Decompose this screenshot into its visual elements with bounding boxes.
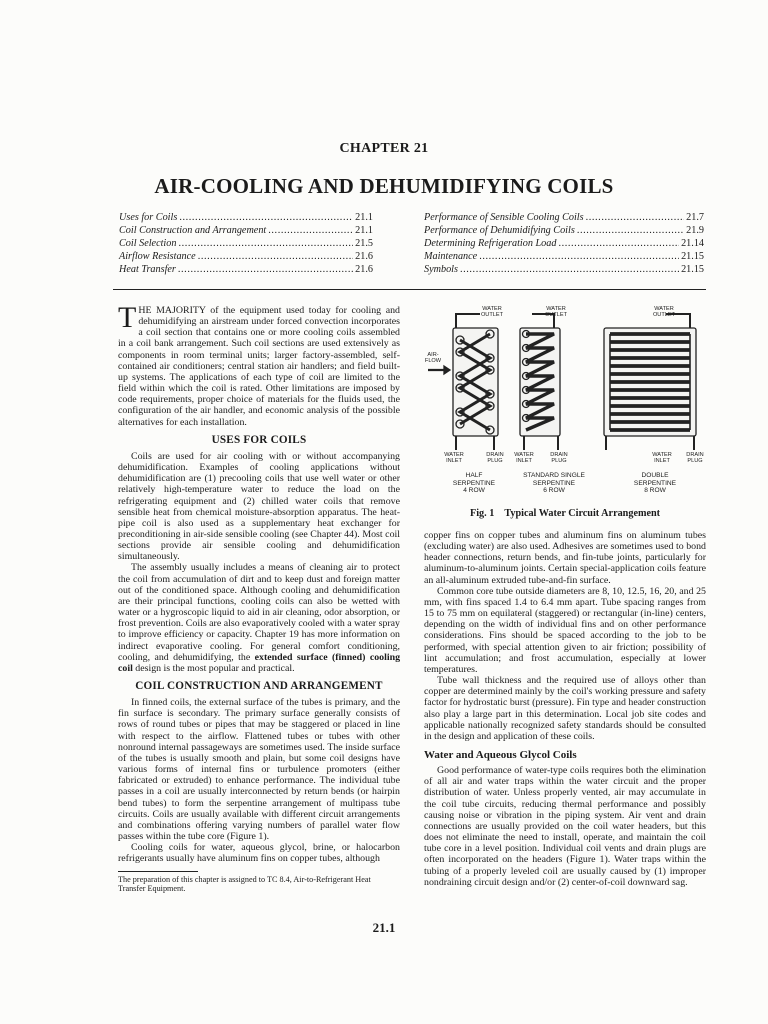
figure-caption-text: Typical Water Circuit Arrangement xyxy=(504,508,661,519)
water-glycol-subheading: Water and Aqueous Glycol Coils xyxy=(424,748,577,761)
figure-caption xyxy=(420,508,710,519)
uses-paragraph-1: Coils are used for air cooling with or without accompanying dehumidification. Examples of cooling applications without dehumidification are (1) precooling coils that use well water or other relatively high-temperature water to reduce the load on the refrigerating equipment and (2) chilled water coils that remove sensible heat from chemical moisture-absorption apparatus. The heat-pipe coil is also used as a supplementary heat exchanger for preconditioning in air-side sensible cooling (see Chapter 44). Most coil sections provide air sensible cooling and dehumidification simultaneously. xyxy=(118,450,400,563)
uses-for-coils-heading: USES FOR COILS xyxy=(211,433,307,446)
toc-leader-dots xyxy=(198,250,353,263)
coil-name-double-serpentine: DOUBLE SERPENTINE 8 ROW xyxy=(633,472,677,495)
toc-entry-page: 21.6 xyxy=(355,264,373,275)
toc-entry-page: 21.1 xyxy=(355,225,373,236)
half-serpentine-coil xyxy=(428,314,498,450)
toc-entry-title: Maintenance xyxy=(424,251,478,262)
right-paragraph-4: Good performance of water-type coils requires both the elimination of all air and water traps within the water circuit and the proper distribution of water. Unless properly vented, air may accumulate in the coil tube circuits, reducing thermal performance and possibly causing noise or vibration in the piping system. Air vent and drain connections are usually provided on the coil water headers, but this does not eliminate the need to install, operate, and maintain the coil tube core in a level position. Individual coil vents and drain plugs are often incorporated on the headers (Figure 1). Water traps within the tubing of a properly leveled coil are usually caused by (1) improper nondraining circuit design and/or (2) center-of-coil downward sag. xyxy=(424,765,706,888)
toc-entry-title: Heat Transfer xyxy=(119,264,176,275)
single-serpentine-coil xyxy=(520,314,560,450)
half-drain-plug-label: DRAIN PLUG xyxy=(486,452,504,465)
toc-leader-dots xyxy=(558,237,679,250)
toc-right xyxy=(424,211,704,276)
toc-entry xyxy=(119,250,373,263)
toc-entry xyxy=(424,224,704,237)
toc-entry-title: Determining Refrigeration Load xyxy=(424,238,557,249)
left-column xyxy=(118,301,401,893)
drop-cap: T xyxy=(118,301,137,334)
toc-entry-title: Symbols xyxy=(424,264,458,275)
coil-name-single-serpentine: STANDARD SINGLE SERPENTINE 6 ROW xyxy=(523,472,585,495)
toc-leader-dots xyxy=(179,211,353,224)
right-paragraph-2: Common core tube outside diameters are 8, 10, 12.5, 16, 20, and 25 mm, with fins spaced 1.4 to 6.4 mm apart. Tube spacing ranges from 15 to 75 mm on equilateral (staggered) or rectangular (in-line) centers, depending on the width of individual fins and on other performance considerations. Fins should be spaced according to the job to be performed, with special attention given to air friction; possibility of lint accumulation; and frost accumulation, especially at lower temperatures. xyxy=(424,585,706,675)
header-rule xyxy=(113,289,706,290)
toc-leader-dots xyxy=(460,263,679,276)
footnote-rule xyxy=(118,871,198,872)
right-paragraph-1: copper fins on copper tubes and aluminum fins on aluminum tubes (excluding water) are also used. Adhesives are sometimes used to bond header connections, return bends, and fin-tube joints, particularly for aluminum-to-aluminum joints. Certain special-application coils feature an all-aluminum extruded tube-and-fin surface. xyxy=(424,530,706,586)
double-serpentine-coil xyxy=(604,314,696,450)
toc-entry xyxy=(424,237,704,250)
right-paragraph-3: Tube wall thickness and the required use of alloys other than copper are determined mainly by the coil's working pressure and safety factor for hydrostatic burst (pressure). Fin type and header construction also play a large part in this determination. Local job site codes and applicable nationally recognized safety standards should be consulted in the design and application of these coils. xyxy=(424,675,706,742)
toc-entry-title: Coil Construction and Arrangement xyxy=(119,225,267,236)
half-water-outlet-label: WATER OUTLET xyxy=(480,306,504,319)
construction-paragraph-2: Cooling coils for water, aqueous glycol, brine, or halocarbon refrigerants usually have aluminum fins on copper tubes, although xyxy=(118,842,400,865)
coil-construction-heading: COIL CONSTRUCTION AND ARRANGEMENT xyxy=(135,680,383,692)
uses-p2-tail: design is the most popular and practical. xyxy=(135,662,295,674)
toc-leader-dots xyxy=(586,211,685,224)
air-flow-label: AIR- FLOW xyxy=(424,352,442,365)
toc-entry-page: 21.14 xyxy=(681,238,704,249)
figure-1 xyxy=(420,300,710,520)
toc-entry-page: 21.1 xyxy=(355,212,373,223)
toc-leader-dots xyxy=(268,224,353,237)
toc-entry xyxy=(119,237,373,250)
toc-entry xyxy=(424,211,704,224)
intro-text: HE MAJORITY of the equipment used today for cooling and dehumidifying an airstream under forced convection incorporates a coil section that contains one or more cooling coils assembled in a coil bank arrangement. Such coil sections are used extensively as components in room terminal units; larger factory-assembled, self-contained air conditioners; central station air handlers; and field built-up systems. The applications of each type of coil are limited to the field within which the coil is rated. Other limitations are imposed by code requirements, proper choice of materials for the fluids used, the configuration of the air handler, and economic analysis of the possible alternatives for each installation. xyxy=(118,305,400,428)
toc-entry xyxy=(119,263,373,276)
chapter-title: AIR-COOLING AND DEHUMIDIFYING COILS xyxy=(154,174,614,198)
double-drain-plug-label: DRAIN PLUG xyxy=(686,452,704,465)
toc-entry-page: 21.5 xyxy=(355,238,373,249)
page-number: 21.1 xyxy=(372,920,396,935)
coil-name-half-serpentine: HALF SERPENTINE 4 ROW xyxy=(452,472,496,495)
chapter-label: CHAPTER 21 xyxy=(339,141,429,156)
toc-leader-dots xyxy=(577,224,684,237)
single-drain-plug-label: DRAIN PLUG xyxy=(550,452,568,465)
coil-diagram xyxy=(420,300,710,470)
toc-entry-page: 21.15 xyxy=(681,251,704,262)
single-water-outlet-label: WATER OUTLET xyxy=(544,306,568,319)
uses-paragraph-2 xyxy=(118,562,400,674)
toc-entry xyxy=(119,211,373,224)
toc-entry-title: Performance of Sensible Cooling Coils xyxy=(424,212,584,223)
intro-paragraph xyxy=(118,301,400,428)
toc-entry xyxy=(424,263,704,276)
toc-entry-title: Airflow Resistance xyxy=(119,251,196,262)
toc-entry-title: Coil Selection xyxy=(119,238,177,249)
toc-entry-title: Performance of Dehumidifying Coils xyxy=(424,225,575,236)
toc-left xyxy=(119,211,373,276)
double-water-outlet-label: WATER OUTLET xyxy=(652,306,676,319)
toc-leader-dots xyxy=(178,237,353,250)
toc-entry-title: Uses for Coils xyxy=(119,212,178,223)
toc-entry-page: 21.7 xyxy=(686,212,704,223)
toc-leader-dots xyxy=(479,250,679,263)
figure-number: Fig. 1 xyxy=(469,508,495,519)
uses-p2-text: The assembly usually includes a means of cleaning air to protect the coil from accumulation of dirt and to keep dust and foreign matter out of the conditioned space. Although cooling and dehumidification are their principal functions, cooling coils can also be wetted with water or a hygroscopic liquid to aid in air cleaning, odor absorption, or frost prevention. Coils are also evaporatively cooled with a water spray to improve efficiency or capacity. Chapter 19 has more information on indirect evaporative cooling. For general comfort conditioning, cooling, and dehumidifying, the xyxy=(118,562,400,663)
toc-entry xyxy=(119,224,373,237)
uses-p2-bold: extended surface (finned) cooling coil xyxy=(118,651,401,674)
toc-entry-page: 21.9 xyxy=(686,225,704,236)
footnote: The preparation of this chapter is assigned to TC 8.4, Air-to-Refrigerant Heat Transfer Equipment. xyxy=(118,874,371,893)
construction-paragraph-1: In finned coils, the external surface of the tubes is primary, and the fin surface is secondary. The primary surface generally consists of rows of round tubes or pipes that may be staggered or placed in line with respect to the airflow. Flattened tubes or tubes with other nonround internal passageways are sometimes used. The inside surface of the tubes is usually smooth and plain, but some coil designs have various forms of internal fins or turbulence promoters (either fabricated or extruded) to enhance performance. The individual tube passes in a coil are usually interconnected by return bends (or hairpin bend tubes) to form the serpentine arrangement of multipass tube circuits. Coils are usually available with different circuit arrangements and combinations offering varying numbers of parallel water flow passes within the tube core (Figure 1). xyxy=(118,697,400,843)
right-column xyxy=(424,530,706,888)
toc-entry-page: 21.6 xyxy=(355,251,373,262)
toc-entry xyxy=(424,250,704,263)
toc-entry-page: 21.15 xyxy=(681,264,704,275)
toc-leader-dots xyxy=(178,263,353,276)
double-water-inlet-label: WATER INLET xyxy=(652,452,672,465)
half-water-inlet-label: WATER INLET xyxy=(444,452,464,465)
single-water-inlet-label: WATER INLET xyxy=(514,452,534,465)
